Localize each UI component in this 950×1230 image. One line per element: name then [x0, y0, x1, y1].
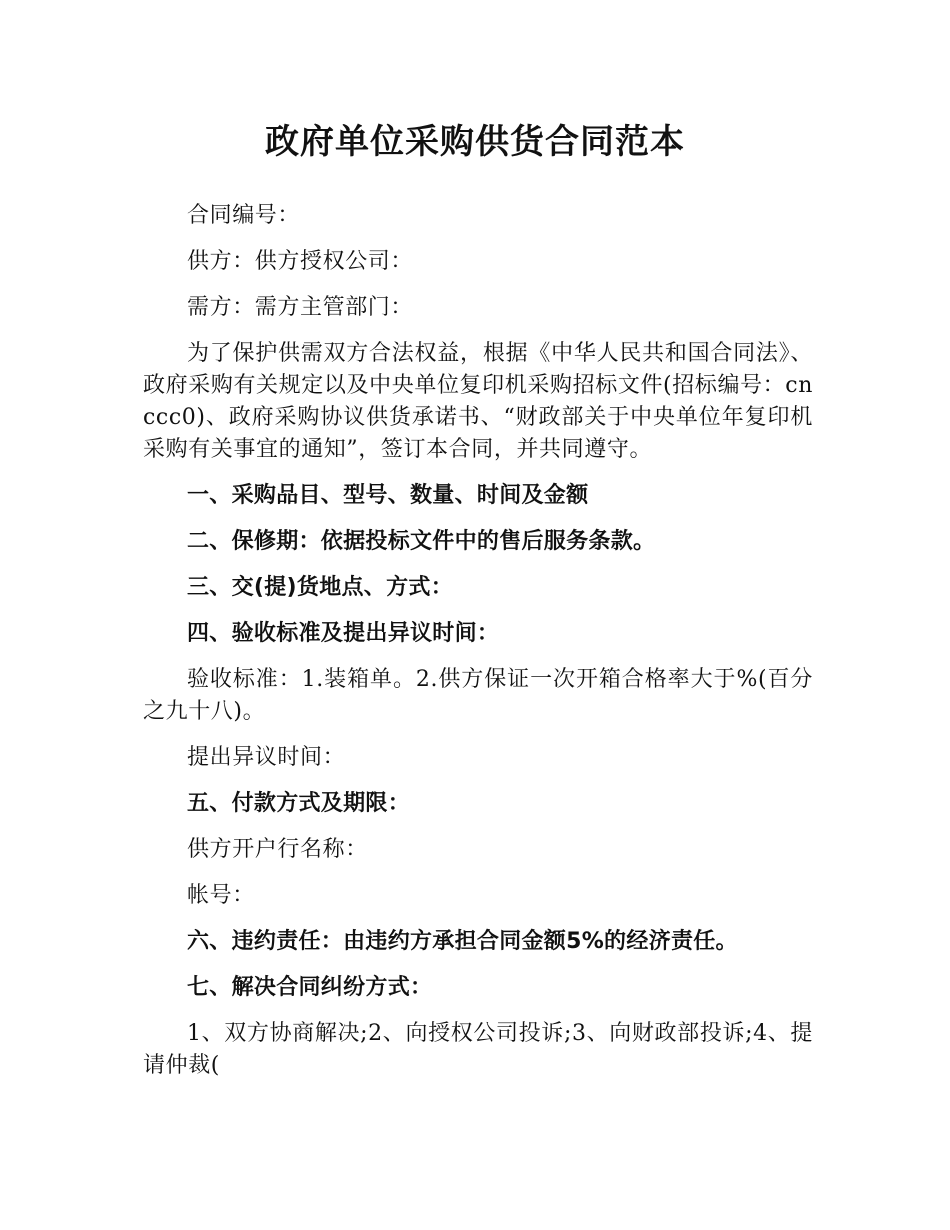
acceptance-standard-paragraph: 验收标准：1.装箱单。2.供方保证一次开箱合格率大于%(百分之九十八)。	[143, 667, 813, 724]
supplier-field: 供方：供方授权公司：	[187, 249, 414, 274]
objection-time-field: 提出异议时间：	[187, 745, 346, 770]
contract-number-field: 合同编号：	[187, 203, 301, 228]
section-heading-3: 三、交(提)货地点、方式：	[187, 575, 454, 600]
preamble-paragraph: 为了保护供需双方合法权益，根据《中华人民共和国合同法》、政府采购有关规定以及中央单位复印机采购招标文件(招标编号：cnccc0)、政府采购协议供货承诺书、“财政部关于中央单位年复印机采购有关事宜的通知”，签订本合同，并共同遵守。	[143, 341, 813, 462]
section-heading-6: 六、违约责任：由违约方承担合同金额5%的经济责任。	[187, 929, 738, 954]
bank-name-field: 供方开户行名称：	[187, 837, 368, 862]
account-number-field: 帐号：	[187, 883, 255, 908]
section-heading-1: 一、采购品目、型号、数量、时间及金额	[187, 483, 589, 508]
buyer-field: 需方：需方主管部门：	[187, 295, 414, 320]
section-heading-5: 五、付款方式及期限：	[187, 791, 411, 816]
dispute-resolution-paragraph: 1、双方协商解决;2、向授权公司投诉;3、向财政部投诉;4、提请仲裁(	[143, 1021, 813, 1078]
document-body	[143, 200, 813, 1096]
section-heading-7: 七、解决合同纠纷方式：	[187, 975, 433, 1000]
document-title: 政府单位采购供货合同范本	[265, 122, 685, 162]
section-heading-4: 四、验收标准及提出异议时间：	[187, 621, 500, 646]
section-heading-2: 二、保修期：依据投标文件中的售后服务条款。	[187, 529, 656, 554]
